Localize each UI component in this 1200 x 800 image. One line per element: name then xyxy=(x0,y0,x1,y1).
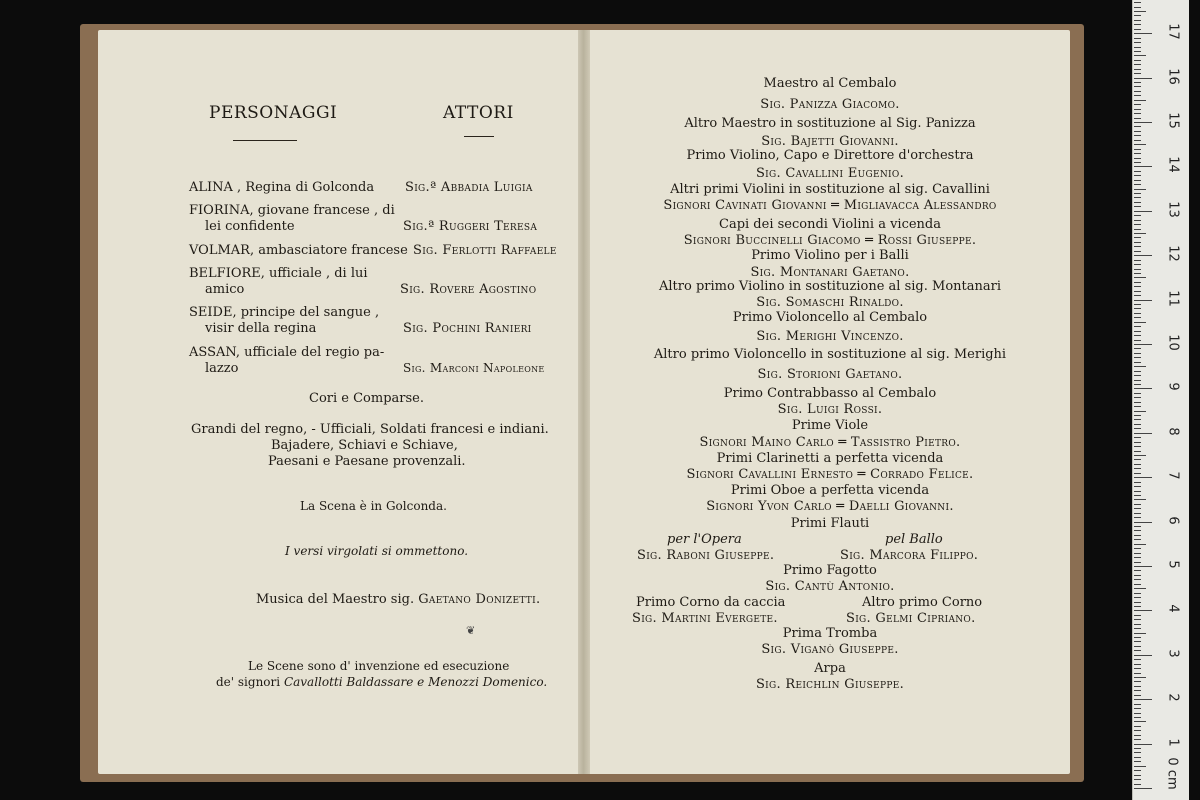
ruler-tick xyxy=(1134,606,1141,607)
ruler-tick xyxy=(1134,331,1141,332)
ruler-tick xyxy=(1134,597,1141,598)
ruler-tick xyxy=(1134,353,1141,354)
ruler-tick xyxy=(1134,286,1141,287)
ruler-tick xyxy=(1134,553,1141,554)
ruler-tick xyxy=(1134,491,1141,492)
scena-note: La Scena è in Golconda. xyxy=(300,499,447,513)
ruler-tick xyxy=(1134,504,1141,505)
instrument-role: Altro primo Violino in sostituzione al sig. Montanari xyxy=(659,279,1001,294)
ruler-tick xyxy=(1134,104,1141,105)
ruler-tick xyxy=(1134,522,1152,523)
ruler-tick xyxy=(1134,544,1146,545)
ruler-tick xyxy=(1134,530,1141,531)
instrument-role: Primi Flauti xyxy=(790,516,870,531)
ruler-tick xyxy=(1134,180,1141,181)
ruler-tick xyxy=(1134,681,1141,682)
ruler-number: 9 xyxy=(1165,382,1181,392)
tromba-title: Prima Tromba xyxy=(782,626,878,641)
ruler-tick xyxy=(1134,73,1141,74)
ruler-tick xyxy=(1134,229,1141,230)
cast-actor: Sig.ª Abbadia Luigia xyxy=(405,180,533,195)
cast-character: ASSAN, ufficiale del regio pa- xyxy=(189,345,385,360)
heading-rule xyxy=(233,140,297,141)
ruler-tick xyxy=(1134,184,1141,185)
ruler-tick xyxy=(1134,126,1141,127)
ruler-tick xyxy=(1134,686,1141,687)
ruler-tick xyxy=(1134,735,1141,736)
ruler-tick xyxy=(1134,508,1141,509)
ruler-tick xyxy=(1134,468,1141,469)
ruler-tick xyxy=(1134,51,1141,52)
ruler-tick xyxy=(1134,366,1146,367)
ruler-tick xyxy=(1134,211,1152,212)
corno-left-label: Primo Corno da caccia xyxy=(636,595,786,610)
cast-character-cont: visir della regina xyxy=(205,321,317,336)
ruler-tick xyxy=(1134,637,1141,638)
ruler-tick xyxy=(1134,202,1141,203)
musica-prefix: Musica del Maestro sig. xyxy=(256,592,415,607)
cori-line: Grandi del regno, - Ufficiali, Soldati francesi e indiani. xyxy=(191,422,549,437)
ruler-tick xyxy=(1134,166,1152,167)
ruler-tick xyxy=(1134,562,1141,563)
ruler-tick xyxy=(1134,402,1141,403)
musician-name: Signori Buccinelli Giacomo ═ Rossi Giuseppe. xyxy=(683,233,977,248)
ruler-tick xyxy=(1134,149,1141,150)
ruler-tick xyxy=(1134,784,1141,785)
ruler-tick xyxy=(1134,499,1146,500)
ruler-tick xyxy=(1134,721,1146,722)
ruler-tick xyxy=(1134,300,1152,301)
ruler-tick xyxy=(1134,246,1141,247)
ruler-tick xyxy=(1134,673,1141,674)
ruler-tick xyxy=(1134,419,1141,420)
ruler-tick xyxy=(1134,455,1146,456)
ruler-tick xyxy=(1134,557,1141,558)
ruler-tick xyxy=(1134,757,1141,758)
scene-credit-names: Cavallotti Baldassare e Menozzi Domenico. xyxy=(283,675,548,689)
ruler-tick xyxy=(1134,189,1146,190)
ruler-tick xyxy=(1134,233,1146,234)
ruler-tick xyxy=(1134,579,1141,580)
ruler-tick xyxy=(1134,775,1141,776)
ruler-tick xyxy=(1134,442,1141,443)
ruler-tick xyxy=(1134,2,1141,3)
ruler-tick xyxy=(1134,406,1141,407)
cast-character: SEIDE, principe del sangue , xyxy=(189,305,380,320)
ruler-tick xyxy=(1134,215,1141,216)
ruler-tick xyxy=(1134,464,1141,465)
ruler-tick xyxy=(1134,659,1141,660)
musician-name: Sig. Montanari Gaetano. xyxy=(750,265,910,280)
ruler-tick xyxy=(1134,344,1152,345)
ruler-tick xyxy=(1134,326,1141,327)
ruler-tick xyxy=(1134,664,1141,665)
ruler-tick xyxy=(1134,730,1141,731)
ruler-tick xyxy=(1134,171,1141,172)
heading-personaggi: PERSONAGGI xyxy=(209,103,338,123)
ruler-tick xyxy=(1134,459,1141,460)
flauti-ballo-name: Sig. Marcora Filippo. xyxy=(840,548,979,563)
musician-name: Sig. Panizza Giacomo. xyxy=(760,97,900,112)
ruler-tick xyxy=(1134,362,1141,363)
cast-character-cont: lei confidente xyxy=(205,219,295,234)
ruler-tick xyxy=(1134,224,1141,225)
ruler-tick xyxy=(1134,624,1141,625)
cast-character: FIORINA, giovane francese , di xyxy=(189,203,395,218)
ruler-tick xyxy=(1134,451,1141,452)
ruler-tick xyxy=(1134,237,1141,238)
cast-character: BELFIORE, ufficiale , di lui xyxy=(189,266,368,281)
ruler-tick xyxy=(1134,269,1141,270)
ruler-tick xyxy=(1134,82,1141,83)
ruler-tick xyxy=(1134,308,1141,309)
arpa-name: Sig. Reichlin Giuseppe. xyxy=(755,677,905,692)
ruler-tick xyxy=(1134,388,1152,389)
ruler-tick xyxy=(1134,668,1141,669)
ruler-tick xyxy=(1134,748,1141,749)
ruler-number: 4 xyxy=(1165,604,1181,614)
arpa-title: Arpa xyxy=(814,661,846,676)
ruler-tick xyxy=(1134,86,1141,87)
cast-character: ALINA , Regina di Golconda xyxy=(189,180,375,195)
ruler-tick xyxy=(1134,641,1141,642)
ruler-tick xyxy=(1134,766,1146,767)
ruler-tick xyxy=(1134,140,1141,141)
ruler-tick xyxy=(1134,628,1141,629)
musician-name: Signori Cavinati Giovanni ═ Migliavacca Alessandro xyxy=(663,198,997,213)
ruler-tick xyxy=(1134,100,1146,101)
ruler-tick xyxy=(1134,570,1141,571)
ruler-tick xyxy=(1134,482,1141,483)
ruler-number: 6 xyxy=(1165,515,1181,525)
instrument-role: Capi dei secondi Violini a vicenda xyxy=(719,217,941,232)
cast-actor: Sig. Marconi Napoleone xyxy=(403,361,545,375)
ruler-number: 7 xyxy=(1165,471,1181,480)
instrument-role: Primi Oboe a perfetta vicenda xyxy=(730,483,930,498)
musician-name: Signori Cavallini Ernesto ═ Corrado Felice. xyxy=(686,467,974,482)
tromba-name: Sig. Viganò Giuseppe. xyxy=(761,642,899,657)
ruler-number: 11 xyxy=(1165,289,1181,307)
ruler-tick xyxy=(1134,411,1146,412)
ruler-tick xyxy=(1134,153,1141,154)
ruler-tick xyxy=(1134,717,1141,718)
ruler-tick xyxy=(1134,650,1141,651)
ruler-tick xyxy=(1134,55,1146,56)
ruler-tick xyxy=(1134,162,1141,163)
versi-note: I versi virgolati si ommettono. xyxy=(285,544,469,558)
ruler-tick xyxy=(1134,47,1141,48)
ruler-number: 5 xyxy=(1165,560,1181,569)
ruler-tick xyxy=(1134,291,1141,292)
instrument-role: Altro Maestro in sostituzione al Sig. Panizza xyxy=(684,116,976,131)
ruler-tick xyxy=(1134,304,1141,305)
flauti-opera-name: Sig. Raboni Giuseppe. xyxy=(637,548,775,563)
ruler-tick xyxy=(1134,273,1141,274)
ruler-number: 14 xyxy=(1165,156,1181,174)
ruler-tick xyxy=(1134,393,1141,394)
ruler-tick xyxy=(1134,517,1141,518)
ruler-tick xyxy=(1134,193,1141,194)
ruler-tick xyxy=(1134,615,1141,616)
cast-actor: Sig. Pochini Ranieri xyxy=(403,321,532,336)
ruler-tick xyxy=(1134,513,1141,514)
ruler-tick xyxy=(1134,584,1141,585)
musician-name: Sig. Bajetti Giovanni. xyxy=(761,134,899,149)
musician-name: Sig. Storioni Gaetano. xyxy=(757,367,903,382)
ruler-tick xyxy=(1134,744,1152,745)
ruler-tick xyxy=(1134,779,1141,780)
ruler-number: 2 xyxy=(1165,693,1181,702)
ruler-tick xyxy=(1134,260,1141,261)
ruler-tick xyxy=(1134,144,1146,145)
corno-right-name: Sig. Gelmi Cipriano. xyxy=(846,611,976,626)
ruler-tick xyxy=(1134,633,1146,634)
ruler-number: 13 xyxy=(1165,201,1181,218)
instrument-role: Primo Violino, Capo e Direttore d'orchestra xyxy=(686,148,974,163)
ruler-tick xyxy=(1134,95,1141,96)
ruler-tick xyxy=(1134,42,1141,43)
ruler-tick xyxy=(1134,109,1141,110)
ruler-tick xyxy=(1134,646,1141,647)
ruler-tick xyxy=(1134,33,1152,34)
ruler-tick xyxy=(1134,437,1141,438)
musica-credit xyxy=(256,592,540,608)
cast-character: VOLMAR, ambasciatore francese xyxy=(189,243,408,258)
heading-attori: ATTORI xyxy=(443,103,514,123)
measurement-ruler xyxy=(1132,0,1189,800)
ruler-number: 3 xyxy=(1165,649,1181,658)
ruler-tick xyxy=(1134,29,1141,30)
ruler-tick xyxy=(1134,704,1141,705)
ruler-tick xyxy=(1134,610,1152,611)
ruler-tick xyxy=(1134,197,1141,198)
ruler-tick xyxy=(1134,380,1141,381)
ruler-tick xyxy=(1134,535,1141,536)
ruler-number: 16 xyxy=(1165,67,1181,85)
ruler-tick xyxy=(1134,495,1141,496)
ruler-tick xyxy=(1134,713,1141,714)
cori-line: Paesani e Paesane provenzali. xyxy=(268,454,466,469)
ruler-tick xyxy=(1134,619,1141,620)
ruler-tick xyxy=(1134,433,1152,434)
composer-name: Gaetano Donizetti. xyxy=(418,592,541,607)
fagotto-name: Sig. Cantù Antonio. xyxy=(765,579,895,594)
ruler-tick xyxy=(1134,317,1141,318)
ruler-tick xyxy=(1134,446,1141,447)
ruler-tick xyxy=(1134,20,1141,21)
ruler-number: 12 xyxy=(1165,245,1181,262)
ruler-tick xyxy=(1134,175,1141,176)
cast-actor: Sig. Rovere Agostino xyxy=(400,282,537,297)
ruler-tick xyxy=(1134,477,1152,478)
ruler-tick xyxy=(1134,473,1141,474)
cori-title: Cori e Comparse. xyxy=(309,391,424,406)
heading-rule xyxy=(464,136,494,137)
ruler-number: 1 xyxy=(1165,737,1181,747)
ruler-tick xyxy=(1134,357,1141,358)
ruler-tick xyxy=(1134,428,1141,429)
corno-left-name: Sig. Martini Evergete. xyxy=(632,611,778,626)
ruler-tick xyxy=(1134,64,1141,65)
instrument-role: Prime Viole xyxy=(791,418,869,433)
instrument-role: Maestro al Cembalo xyxy=(763,76,897,91)
cast-actor: Sig.ª Ruggeri Teresa xyxy=(403,219,538,234)
ruler-tick xyxy=(1134,295,1141,296)
flauti-opera-label: per l'Opera xyxy=(667,532,742,547)
scene-credit-prefix: de' signori xyxy=(216,675,281,689)
ruler-tick xyxy=(1134,726,1141,727)
ruler-tick xyxy=(1134,24,1141,25)
instrument-role: Primo Contrabbasso al Cembalo xyxy=(723,386,937,401)
instrument-role: Primo Violino per i Balli xyxy=(751,248,909,263)
cast-actor: Sig. Ferlotti Raffaele xyxy=(413,243,557,258)
ruler-tick xyxy=(1134,566,1152,567)
ruler-tick xyxy=(1134,575,1141,576)
ruler-tick xyxy=(1134,384,1141,385)
musician-name: Signori Yvon Carlo ═ Daelli Giovanni. xyxy=(706,499,954,514)
ruler-tick xyxy=(1134,131,1141,132)
ruler-tick xyxy=(1134,526,1141,527)
ruler-tick xyxy=(1134,255,1152,256)
ruler-tick xyxy=(1134,761,1141,762)
ruler-tick xyxy=(1134,11,1146,12)
cast-character-cont: amico xyxy=(205,282,245,297)
ruler-tick xyxy=(1134,91,1141,92)
ruler-tick xyxy=(1134,415,1141,416)
musician-name: Sig. Luigi Rossi. xyxy=(777,402,883,417)
musician-name: Sig. Cavallini Eugenio. xyxy=(755,166,905,181)
ruler-tick xyxy=(1134,397,1141,398)
ruler-tick xyxy=(1134,69,1141,70)
ruler-tick xyxy=(1134,135,1141,136)
ruler-tick xyxy=(1134,375,1141,376)
instrument-role: Primi Clarinetti a perfetta vicenda xyxy=(716,451,944,466)
ruler-tick xyxy=(1134,78,1152,79)
ruler-tick xyxy=(1134,242,1141,243)
musician-name: Sig. Somaschi Rinaldo. xyxy=(756,295,904,310)
ruler-tick xyxy=(1134,113,1141,114)
ruler-tick xyxy=(1134,371,1141,372)
ruler-tick xyxy=(1134,7,1141,8)
ruler-tick xyxy=(1134,277,1146,278)
ruler-tick xyxy=(1134,788,1152,789)
ruler-tick xyxy=(1134,588,1146,589)
musician-name: Sig. Merighi Vincenzo. xyxy=(756,329,904,344)
corno-right-label: Altro primo Corno xyxy=(862,595,983,610)
ruler-number: 0 cm xyxy=(1164,757,1180,790)
ruler-tick xyxy=(1134,251,1141,252)
instrument-role: Altri primi Violini in sostituzione al sig. Cavallini xyxy=(670,182,990,197)
ruler-tick xyxy=(1134,335,1141,336)
ruler-tick xyxy=(1134,348,1141,349)
ruler-tick xyxy=(1134,118,1141,119)
ruler-number: 10 xyxy=(1165,334,1181,351)
flauti-ballo-label: pel Ballo xyxy=(885,532,943,547)
ruler-number: 15 xyxy=(1165,112,1181,129)
cast-character-cont: lazzo xyxy=(205,361,239,376)
ruler-tick xyxy=(1134,539,1141,540)
ruler-tick xyxy=(1134,593,1141,594)
ruler-tick xyxy=(1134,322,1146,323)
instrument-role: Altro primo Violoncello in sostituzione al sig. Merighi xyxy=(653,347,1007,362)
cori-line: Bajadere, Schiavi e Schiave, xyxy=(271,438,458,453)
scene-credit-line: Le Scene sono d' invenzione ed esecuzione xyxy=(248,659,510,673)
ruler-tick xyxy=(1134,655,1152,656)
ruler-tick xyxy=(1134,548,1141,549)
ruler-tick xyxy=(1134,15,1141,16)
ruler-tick xyxy=(1134,690,1141,691)
ornament-icon: ❦ xyxy=(466,624,476,637)
ruler-tick xyxy=(1134,60,1141,61)
ruler-tick xyxy=(1134,122,1152,123)
ruler-tick xyxy=(1134,708,1141,709)
ruler-tick xyxy=(1134,158,1141,159)
ruler-tick xyxy=(1134,695,1141,696)
ruler-tick xyxy=(1134,264,1141,265)
ruler-tick xyxy=(1134,770,1141,771)
ruler-tick xyxy=(1134,282,1141,283)
ruler-tick xyxy=(1134,206,1141,207)
ruler-tick xyxy=(1134,38,1141,39)
book-gutter xyxy=(578,30,590,774)
ruler-tick xyxy=(1134,699,1152,700)
ruler-tick xyxy=(1134,739,1141,740)
musician-name: Signori Maino Carlo ═ Tassistro Pietro. xyxy=(699,435,961,450)
ruler-tick xyxy=(1134,677,1146,678)
ruler-number: 8 xyxy=(1165,427,1181,436)
ruler-tick xyxy=(1134,486,1141,487)
ruler-tick xyxy=(1134,424,1141,425)
scene-credit-line xyxy=(216,674,547,690)
ruler-tick xyxy=(1134,752,1141,753)
ruler-tick xyxy=(1134,340,1141,341)
ruler-tick xyxy=(1134,313,1141,314)
fagotto-title: Primo Fagotto xyxy=(783,563,877,578)
ruler-tick xyxy=(1134,220,1141,221)
instrument-role: Primo Violoncello al Cembalo xyxy=(732,310,928,325)
ruler-number: 17 xyxy=(1165,23,1181,40)
ruler-tick xyxy=(1134,602,1141,603)
